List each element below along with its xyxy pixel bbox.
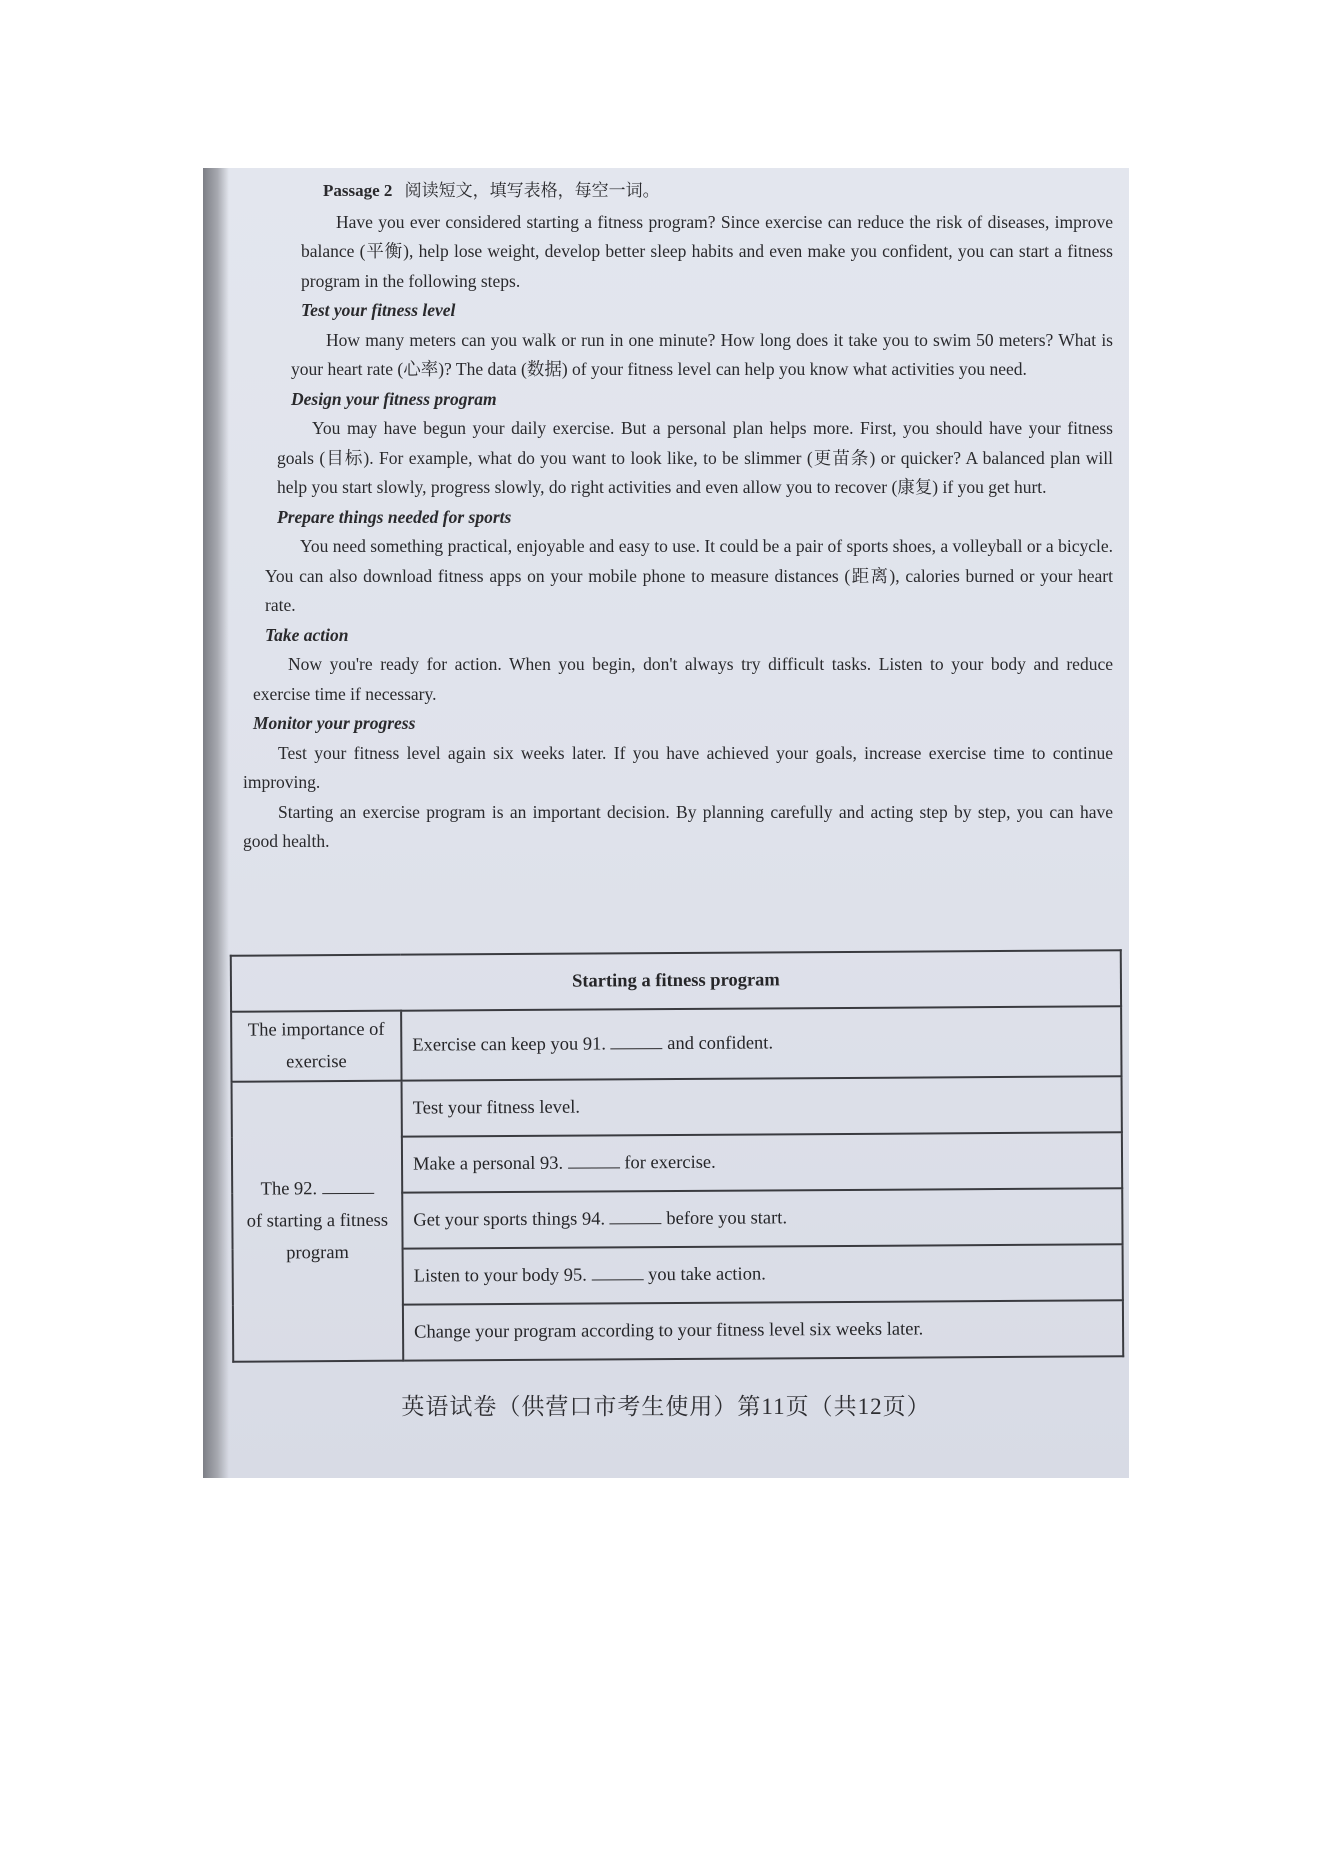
section-paragraph: Test your fitness level again six weeks later. If you have achieved your goals, increase exercise time to continue improving. [243,742,1113,792]
table-row [403,1244,1123,1304]
table-row [402,1132,1122,1192]
row-text: and confident. [667,1032,774,1054]
steps-label-pre: The 92. [260,1179,318,1200]
intro-paragraph: Have you ever considered starting a fitness program? Since exercise can reduce the risk of diseases, improve balance (平衡), help lose weight, develop better sleep habits and even make you confident, you can start a fitness program in the following steps. [301,211,1113,291]
passage-text [243,168,1113,857]
page-shadow-edge [203,168,229,1478]
row-text: Exercise can keep you 91. [412,1033,607,1056]
answer-blank-95[interactable] [591,1265,643,1280]
section-heading: Monitor your progress [253,713,416,733]
steps-label [232,1081,404,1362]
steps-label-post: of starting a fitness program [246,1210,389,1264]
section-paragraph: How many meters can you walk or run in one minute? How long does it take you to swim 50 meters? What is your heart rate (心率)? The data (数据) of your fitness level can help you know what activities you need. [291,329,1113,379]
answer-blank-91[interactable] [611,1034,663,1049]
section-heading: Design your fitness program [291,388,497,409]
row-text: Listen to your body 95. [413,1265,587,1287]
passage-title [323,176,1113,206]
passage-instruction: 阅读短文，填写表格，每空一词。 [404,181,660,200]
summary-table [230,949,1124,1362]
row-text: for exercise. [624,1152,716,1173]
row-text: Test your fitness level. [412,1097,580,1119]
section-paragraph: Now you're ready for action. When you begin, don't always try difficult tasks. Listen to your body and reduce exercise time if necessary. [253,654,1113,704]
section-heading: Test your fitness level [301,300,456,320]
section-heading: Take action [265,624,349,645]
passage-number: Passage 2 [323,181,393,200]
page-footer: 英语试卷（供营口市考生使用）第11页（共12页） [401,1394,931,1419]
section-heading: Prepare things needed for sports [277,506,512,527]
importance-label: The importance of exercise [231,1011,401,1082]
table-title: Starting a fitness program [231,950,1121,1011]
table-row [402,1188,1122,1248]
section-paragraph: You need something practical, enjoyable and easy to use. It could be a pair of sports shoes, a volleyball or a bicycle. You can also download fitness apps on your mobile phone to measure distances (距离), calories burned or your heart rate. [265,536,1113,615]
answer-blank-92[interactable] [322,1179,374,1194]
table-row [402,1076,1122,1136]
answer-blank-94[interactable] [610,1209,662,1224]
row-text: Make a personal 93. [412,1153,564,1175]
row-text: you take action. [648,1263,766,1285]
section-paragraph: You may have begun your daily exercise. But a personal plan helps more. First, you should have your fitness goals (目标). For example, what do you want to look like, to be slimmer (更苗条) or quicker? A balanced plan will help you start slowly, progress slowly, do right activities and even allow you to recover (康复) if you get hurt. [277,418,1113,497]
exam-page-photo [203,168,1129,1478]
answer-blank-93[interactable] [568,1153,620,1168]
row-text: Get your sports things 94. [413,1208,606,1231]
conclusion-paragraph: Starting an exercise program is an important decision. By planning carefully and acting step by step, you can have good health. [243,801,1113,851]
table-row [403,1300,1123,1360]
table-row [401,1006,1121,1080]
row-text: before you start. [666,1207,788,1229]
row-text: Change your program according to your fitness level six weeks later. [414,1318,924,1343]
